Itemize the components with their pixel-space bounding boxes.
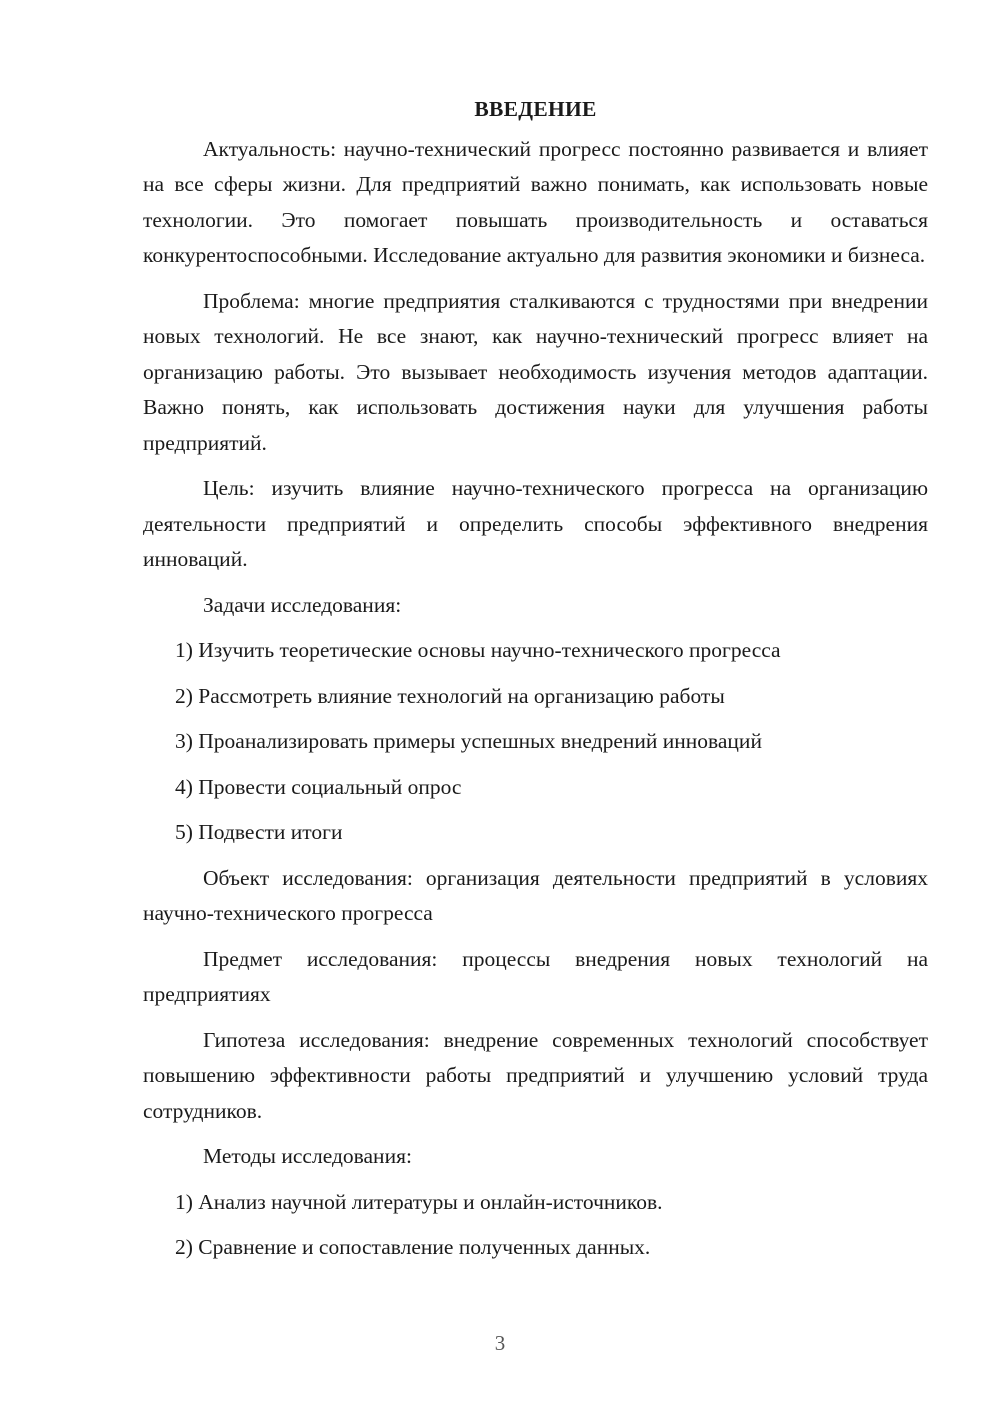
page-number: 3 xyxy=(494,1331,506,1355)
problem-paragraph: Проблема: многие предприятия сталкиваются с трудностями при внедрении новых технологий. Не все знают, как научно-технический прогресс влияет на организацию работы. Это вызывает необходимость изучения методов адаптации. Важно понять, как использовать достижения науки для улучшения работы предприятий. xyxy=(143,288,928,455)
method-item: 1) Анализ научной литературы и онлайн-источников. xyxy=(175,1189,663,1214)
relevance-paragraph: Актуальность: научно-технический прогресс постоянно развивается и влияет на все сферы жизни. Для предприятий важно понимать, как использовать новые технологии. Это помогает повышать производительность и оставаться конкурентоспособными. Исследование актуально для развития экономики и бизнеса. xyxy=(143,136,928,267)
task-item: 2) Рассмотреть влияние технологий на организацию работы xyxy=(175,683,725,708)
task-item: 4) Провести социальный опрос xyxy=(175,774,462,799)
goal-paragraph: Цель: изучить влияние научно-технического прогресса на организацию деятельности предприятий и определить способы эффективного внедрения инноваций. xyxy=(143,476,928,571)
task-item: 5) Подвести итоги xyxy=(175,820,343,844)
task-item: 1) Изучить теоретические основы научно-технического прогресса xyxy=(175,638,781,662)
methods-heading: Методы исследования: xyxy=(203,1144,412,1168)
subject-paragraph: Предмет исследования: процессы внедрения новых технологий на предприятиях xyxy=(143,946,928,1006)
document-page xyxy=(143,92,928,1276)
tasks-heading: Задачи исследования: xyxy=(203,592,402,617)
method-item: 2) Сравнение и сопоставление полученных данных. xyxy=(175,1235,651,1259)
task-item: 3) Проанализировать примеры успешных внедрений инноваций xyxy=(175,729,762,753)
section-title: ВВЕДЕНИЕ xyxy=(474,97,597,121)
hypothesis-paragraph: Гипотеза исследования: внедрение современных технологий способствует повышению эффективности работы предприятий и улучшению условий труда сотрудников. xyxy=(143,1027,928,1123)
object-paragraph: Объект исследования: организация деятельности предприятий в условиях научно-технического прогресса xyxy=(143,865,928,925)
